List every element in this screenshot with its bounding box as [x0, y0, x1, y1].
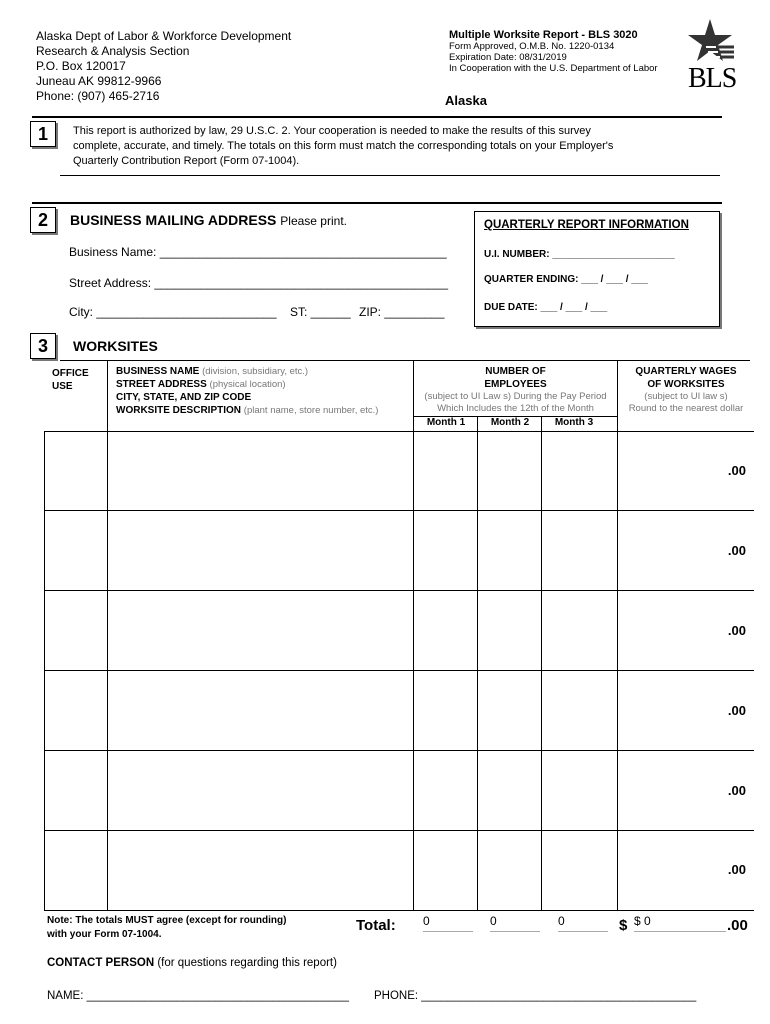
- row-4-wages-cents: .00: [727, 703, 746, 718]
- agency-po-box: P.O. Box 120017: [36, 59, 126, 73]
- section2-number: 2: [30, 207, 56, 233]
- form-expiration: Expiration Date: 08/31/2019: [449, 52, 567, 63]
- total-month-1[interactable]: 0: [423, 914, 473, 932]
- state-field[interactable]: ST: ______: [290, 305, 351, 319]
- business-name-label: BUSINESS NAME: [116, 366, 200, 377]
- due-date-field[interactable]: DUE DATE: ___ / ___ / ___: [484, 302, 608, 313]
- city-state-zip-label: CITY, STATE, AND ZIP CODE: [116, 392, 252, 403]
- row-6-wages-cents: .00: [727, 862, 746, 877]
- month-3-header: Month 3: [554, 417, 594, 428]
- section3-number: 3: [30, 333, 56, 359]
- worksite-row-2[interactable]: [44, 511, 754, 591]
- section3-top-rule: [60, 360, 750, 361]
- totals-note-line-2: with your Form 07-1004.: [47, 929, 162, 940]
- employees-line-1: NUMBER OF: [485, 366, 546, 377]
- quarter-ending-field[interactable]: QUARTER ENDING: ___ / ___ / ___: [484, 274, 648, 285]
- worksite-description-label: WORKSITE DESCRIPTION: [116, 405, 242, 416]
- row-5-wages-cents: .00: [727, 783, 746, 798]
- authorization-line-3: Quarterly Contribution Report (Form 07-1004).: [73, 155, 300, 167]
- authorization-text: [73, 124, 713, 169]
- month-1-header: Month 1: [426, 417, 466, 428]
- street-address-field[interactable]: Street Address: ____________________________________________: [69, 276, 449, 290]
- wages-line-4: Round to the nearest dollar: [628, 403, 744, 414]
- form-header: [449, 29, 658, 74]
- business-mailing-address-title: BUSINESS MAILING ADDRESS: [70, 212, 277, 228]
- business-mailing-address-heading: [70, 212, 347, 228]
- employees-line-2: EMPLOYEES: [484, 379, 547, 390]
- worksite-row-1[interactable]: [44, 431, 754, 511]
- agency-section: Research & Analysis Section: [36, 44, 190, 58]
- employees-line-3: (subject to UI Law s) During the Pay Period: [424, 391, 607, 402]
- worksite-description-note: (plant name, store number, etc.): [243, 405, 379, 416]
- state-name: Alaska: [445, 93, 487, 108]
- street-address-label: STREET ADDRESS: [116, 379, 207, 390]
- worksite-row-4[interactable]: [44, 671, 754, 751]
- quarterly-report-information-title: QUARTERLY REPORT INFORMATION: [484, 219, 689, 231]
- wages-line-1: QUARTERLY WAGES: [635, 366, 737, 377]
- form-cooperation: In Cooperation with the U.S. Department of Labor: [449, 63, 658, 74]
- total-wages-cents: .00: [727, 917, 748, 934]
- bls-logo-text: BLS: [688, 63, 737, 94]
- agency-phone: Phone: (907) 465-2716: [36, 89, 160, 103]
- worksite-row-5[interactable]: [44, 751, 754, 831]
- city-field[interactable]: City: ___________________________: [69, 305, 277, 319]
- wages-header: [617, 365, 755, 415]
- agency-city: Juneau AK 99812-9966: [36, 74, 162, 88]
- ui-number-field[interactable]: U.I. NUMBER: ______________________: [484, 249, 675, 260]
- contact-phone-field[interactable]: PHONE: ___________________________________________: [374, 990, 697, 1002]
- employees-header: [414, 365, 617, 415]
- total-month-3[interactable]: 0: [558, 914, 608, 932]
- business-info-header: [116, 365, 412, 417]
- total-month-2[interactable]: 0: [490, 914, 540, 932]
- please-print-note: Please print.: [280, 214, 347, 228]
- office-use-line-1: OFFICE: [52, 368, 89, 379]
- worksites-title: WORKSITES: [73, 338, 158, 354]
- form-approved: Form Approved, O.M.B. No. 1220-0134: [449, 41, 615, 52]
- section1-top-rule: [32, 116, 722, 118]
- contact-name-field[interactable]: NAME: _________________________________________: [47, 990, 349, 1002]
- quarterly-report-information-box: [474, 211, 720, 327]
- wages-line-2: OF WORKSITES: [647, 379, 725, 390]
- section2-top-rule: [32, 202, 722, 204]
- section1-number: 1: [30, 121, 56, 147]
- total-dollar-sign: $: [619, 917, 628, 934]
- total-wages[interactable]: $ 0: [634, 914, 726, 932]
- agency-address: [36, 29, 291, 104]
- street-address-note: (physical location): [209, 379, 286, 390]
- row-2-wages-cents: .00: [727, 543, 746, 558]
- worksite-row-3[interactable]: [44, 591, 754, 671]
- business-name-field[interactable]: Business Name: ___________________________________________: [69, 245, 447, 259]
- totals-note-line-1: Note: The totals MUST agree (except for rounding): [47, 915, 287, 926]
- row-3-wages-cents: .00: [727, 623, 746, 638]
- table-bottom-rule: [44, 910, 754, 911]
- worksite-row-6[interactable]: [44, 831, 754, 910]
- business-name-note: (division, subsidiary, etc.): [202, 366, 309, 377]
- form-title: Multiple Worksite Report - BLS 3020: [449, 29, 638, 41]
- row-1-wages-cents: .00: [727, 463, 746, 478]
- agency-name: Alaska Dept of Labor & Workforce Development: [36, 29, 292, 43]
- contact-person-heading: [47, 957, 337, 969]
- contact-person-note: (for questions regarding this report): [157, 957, 337, 969]
- authorization-line-1: This report is authorized by law, 29 U.S.C. 2. Your cooperation is needed to make the results of this survey: [73, 125, 591, 137]
- month-2-header: Month 2: [490, 417, 530, 428]
- zip-field[interactable]: ZIP: _________: [359, 305, 445, 319]
- office-use-line-2: USE: [52, 381, 73, 392]
- bls-logo: [686, 15, 750, 95]
- authorization-line-2: complete, accurate, and timely. The totals on this form must match the corresponding totals on your Employer's: [73, 140, 614, 152]
- section1-bottom-rule: [60, 175, 720, 176]
- office-use-header: [52, 367, 89, 393]
- totals-note: [47, 914, 286, 942]
- contact-person-title: CONTACT PERSON: [47, 957, 155, 969]
- total-label: Total:: [356, 917, 396, 934]
- wages-line-3: (subject to UI law s): [644, 391, 728, 402]
- employees-line-4: Which Includes the 12th of the Month: [437, 403, 594, 414]
